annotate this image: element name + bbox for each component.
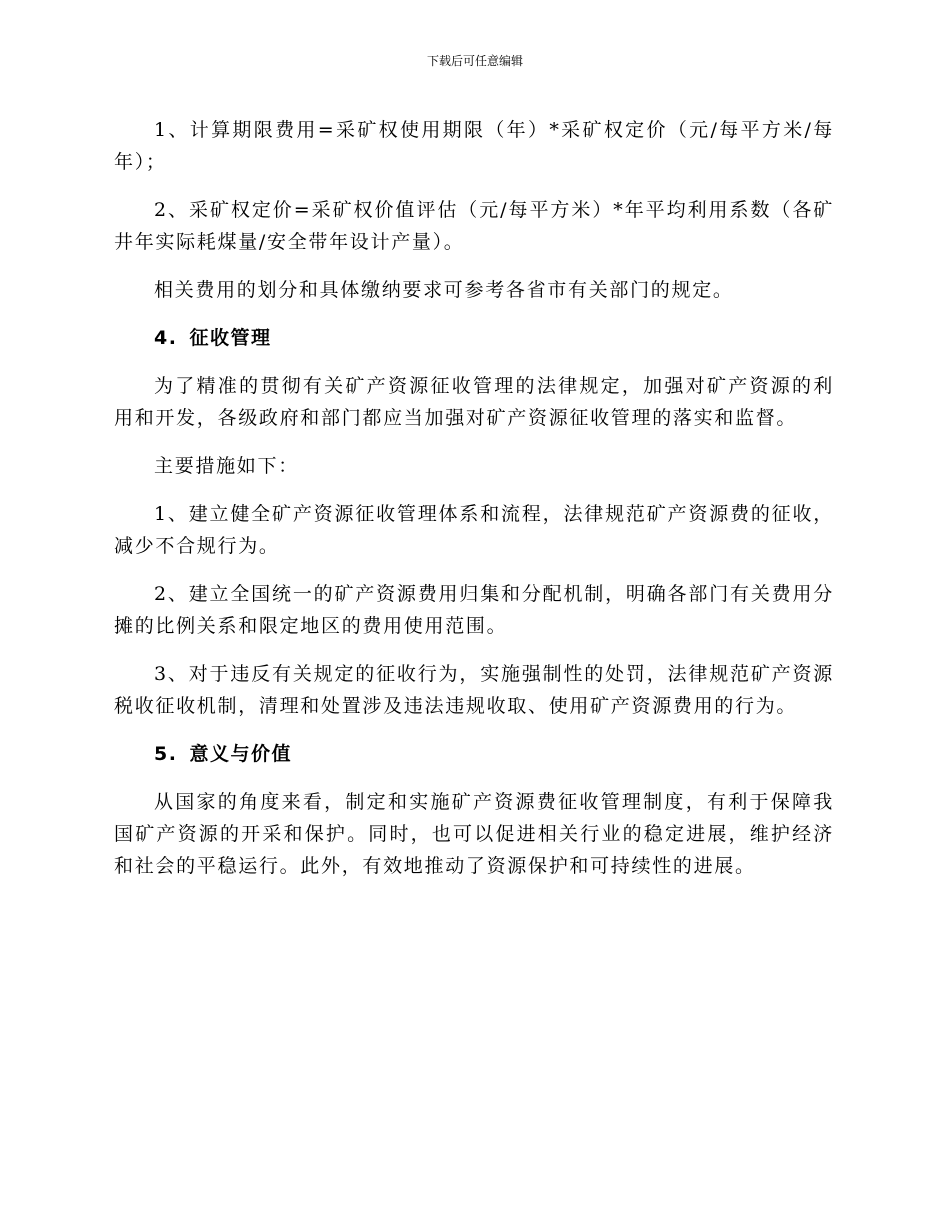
section-title: 征收管理	[189, 327, 272, 349]
section-number: 5.	[154, 743, 178, 765]
paragraph-management-intro: 为了精准的贯彻有关矿产资源征收管理的法律规定，加强对矿产资源的利用和开发，各级政府和部门都应当加强对矿产资源征收管理的落实和监督。	[114, 375, 834, 429]
section-title: 意义与价值	[189, 743, 292, 765]
section-number: 4.	[154, 327, 178, 349]
page-header: 下载后可任意编辑	[426, 54, 523, 68]
document-body	[114, 114, 834, 898]
paragraph-measure-3: 3、对于违反有关规定的征收行为，实施强制性的处罚，法律规范矿产资源税收征收机制，清理和处置涉及违法违规收取、使用矿产资源费用的行为。	[114, 663, 834, 717]
section-heading-collection-management	[114, 322, 834, 354]
paragraph-fee-reference: 相关费用的划分和具体缴纳要求可参考各省市有关部门的规定。	[154, 279, 734, 301]
paragraph-measures-intro: 主要措施如下：	[154, 455, 299, 477]
paragraph-measure-2: 2、建立全国统一的矿产资源费用归集和分配机制，明确各部门有关费用分摊的比例关系和限定地区的费用使用范围。	[114, 583, 834, 637]
paragraph-fee-formula-2: 2、采矿权定价=采矿权价值评估（元/每平方米）*年平均利用系数（各矿井年实际耗煤量/安全带年设计产量）。	[114, 199, 834, 253]
section-heading-significance	[114, 738, 834, 770]
paragraph-fee-formula-1: 1、计算期限费用=采矿权使用期限（年）*采矿权定价（元/每平方米/每年）；	[114, 119, 834, 173]
paragraph-significance: 从国家的角度来看，制定和实施矿产资源费征收管理制度，有利于保障我国矿产资源的开采和保护。同时，也可以促进相关行业的稳定进展，维护经济和社会的平稳运行。此外，有效地推动了资源保护和可持续性的进展。	[114, 791, 834, 877]
paragraph-measure-1: 1、建立健全矿产资源征收管理体系和流程，法律规范矿产资源费的征收，减少不合规行为。	[114, 503, 834, 557]
